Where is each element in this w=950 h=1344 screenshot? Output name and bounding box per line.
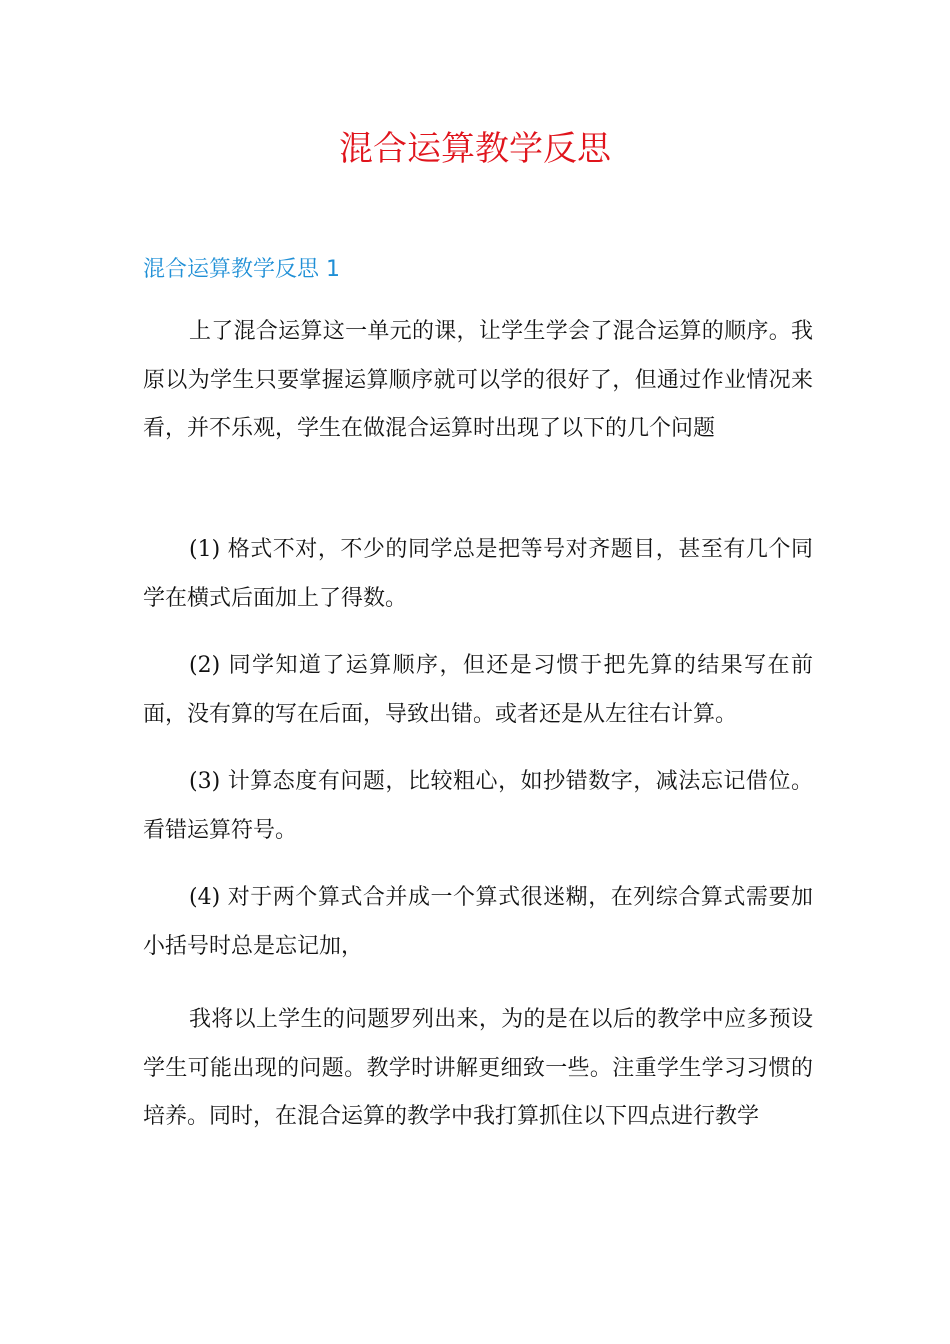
section-heading: 混合运算教学反思 1 <box>143 257 340 282</box>
paragraph-intro: 上了混合运算这一单元的课，让学生学会了混合运算的顺序。我原以为学生只要掌握运算顺序就可以学的很好了，但通过作业情况来看，并不乐观，学生在做混合运算时出现了以下的几个问题 <box>143 319 813 441</box>
paragraph-problem-1: (1) 格式不对，不少的同学总是把等号对齐题目，甚至有几个同学在横式后面加上了得数。 <box>143 537 813 611</box>
paragraph-problem-2: (2) 同学知道了运算顺序，但还是习惯于把先算的结果写在前面，没有算的写在后面，导致出错。或者还是从左往右计算。 <box>143 653 813 727</box>
paragraph-problem-3: (3) 计算态度有问题，比较粗心，如抄错数字，减法忘记借位。看错运算符号。 <box>143 769 813 843</box>
paragraph-plan: 我将以上学生的问题罗列出来，为的是在以后的教学中应多预设学生可能出现的问题。教学时讲解更细致一些。注重学生学习习惯的培养。同时，在混合运算的教学中我打算抓住以下四点进行教学 <box>143 1007 813 1129</box>
paragraph-problem-4: (4) 对于两个算式合并成一个算式很迷糊，在列综合算式需要加小括号时总是忘记加， <box>143 885 813 959</box>
document-title: 混合运算教学反思 <box>339 129 611 169</box>
